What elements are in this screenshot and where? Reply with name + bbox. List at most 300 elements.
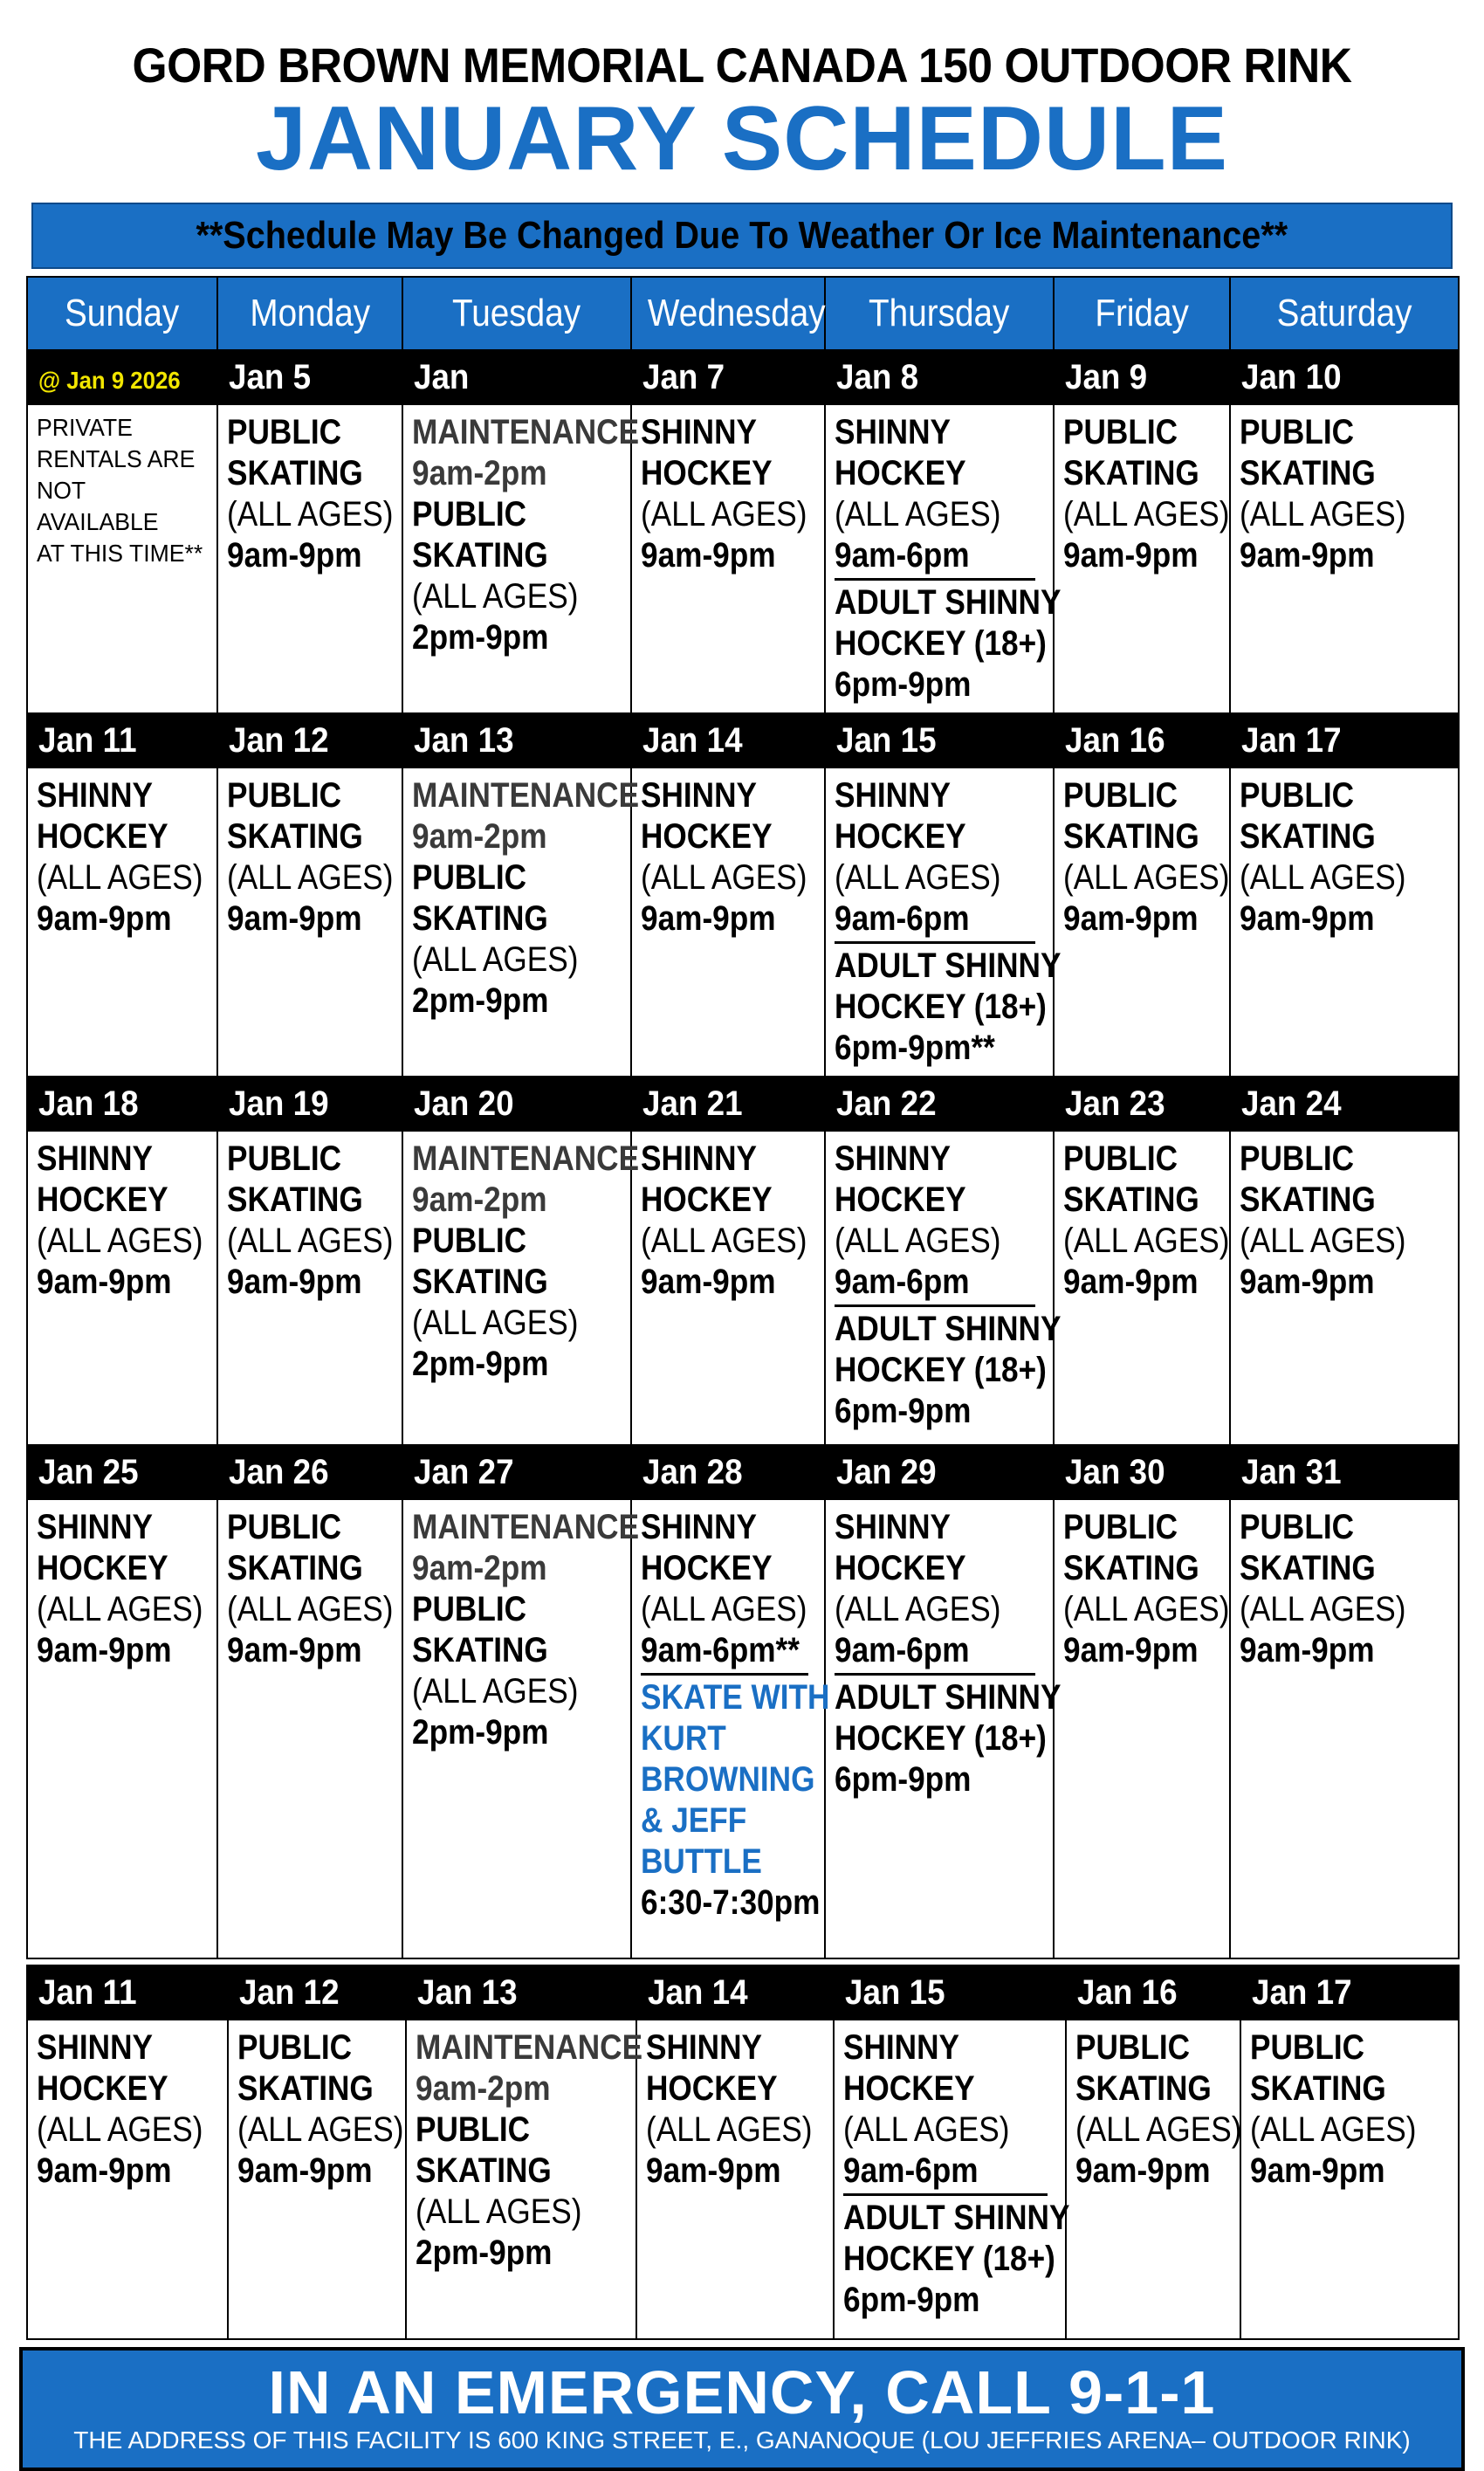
emergency-call-text: IN AN EMERGENCY, CALL 9-1-1 xyxy=(268,2358,1216,2426)
activity-line: (ALL AGES) xyxy=(237,2110,404,2149)
activity-line: (ALL AGES) xyxy=(1063,495,1230,533)
activity-line: (ALL AGES) xyxy=(227,858,394,897)
activity-line: HOCKEY xyxy=(641,1549,773,1587)
activity-line: (ALL AGES) xyxy=(1240,858,1406,897)
date-label: Jan 11 xyxy=(38,1972,137,2012)
facility-title: GORD BROWN MEMORIAL CANADA 150 OUTDOOR RINK xyxy=(132,38,1352,93)
activity-line: PUBLIC xyxy=(1075,2028,1191,2067)
activity-line: SKATING xyxy=(237,2069,374,2108)
activity-line: 2pm-9pm xyxy=(416,2234,553,2272)
activity-row xyxy=(27,404,1459,713)
activity-line: HOCKEY xyxy=(843,2069,975,2108)
activity-line: (ALL AGES) xyxy=(37,1222,203,1260)
activity-line: SKATING xyxy=(1240,454,1376,492)
activity-line: PUBLIC xyxy=(227,776,342,815)
activity-line: 9am-9pm xyxy=(1063,899,1199,938)
activity-line: 9am-9pm xyxy=(1240,1631,1375,1669)
activity-line: (ALL AGES) xyxy=(641,495,807,533)
day-activity-cell xyxy=(1054,767,1230,1077)
activity-line: RENTALS ARE xyxy=(37,445,196,472)
activity-line: KURT xyxy=(641,1719,726,1758)
day-activity-cell xyxy=(27,767,217,1077)
activity-line: HOCKEY xyxy=(641,817,773,856)
activity-line: MAINTENANCE xyxy=(412,776,640,815)
date-cell xyxy=(825,350,1054,404)
activity-line: (ALL AGES) xyxy=(641,1590,807,1628)
activity-line: 9am-2pm xyxy=(412,817,547,856)
date-label: Jan 15 xyxy=(836,720,937,760)
session-divider xyxy=(641,1673,808,1676)
activity-line: PUBLIC xyxy=(412,1222,527,1260)
day-name: Tuesday xyxy=(452,292,581,334)
day-activity-cell xyxy=(27,1499,217,1958)
activity-line: HOCKEY (18+) xyxy=(835,1719,1047,1758)
day-activity-cell xyxy=(27,1131,217,1445)
date-cell xyxy=(1054,713,1230,767)
activity-line: SHINNY xyxy=(835,776,952,815)
day-header-cell xyxy=(1054,277,1230,350)
activity-line: 6:30-7:30pm xyxy=(641,1883,821,1922)
activity-line: 9am-2pm xyxy=(412,1549,547,1587)
day-activity-cell xyxy=(631,404,825,713)
activity-line: ADULT SHINNY xyxy=(835,1310,1061,1348)
activity-line: 2pm-9pm xyxy=(412,981,549,1020)
activity-line: 6pm-9pm xyxy=(835,1760,972,1799)
date-label: Jan 27 xyxy=(414,1452,514,1491)
activity-line: SKATING xyxy=(1240,1549,1376,1587)
activity-line: 9am-9pm xyxy=(227,899,362,938)
activity-line: 9am-6pm xyxy=(835,536,970,575)
day-activity-cell xyxy=(217,1499,402,1958)
activity-line: 2pm-9pm xyxy=(412,1345,549,1383)
date-label: Jan 16 xyxy=(1065,720,1165,760)
day-name: Saturday xyxy=(1276,292,1412,334)
activity-line: HOCKEY xyxy=(37,817,168,856)
day-activity-cell xyxy=(834,2020,1070,2339)
date-label: Jan 26 xyxy=(229,1452,329,1491)
date-label: Jan 24 xyxy=(1241,1084,1342,1123)
day-name: Friday xyxy=(1095,292,1189,334)
activity-line: MAINTENANCE xyxy=(412,1139,640,1178)
activity-line: SKATING xyxy=(1240,1180,1376,1219)
day-activity-cell xyxy=(217,1131,402,1445)
activity-line: SKATING xyxy=(1063,817,1199,856)
activity-line: (ALL AGES) xyxy=(1250,2110,1417,2149)
activity-line: 9am-2pm xyxy=(412,454,547,492)
activity-line: SKATING xyxy=(1240,817,1376,856)
date-label: Jan 18 xyxy=(38,1084,139,1123)
activity-line: 9am-2pm xyxy=(416,2069,551,2108)
activity-line: 6pm-9pm xyxy=(835,1392,972,1430)
day-header-cell xyxy=(825,277,1054,350)
activity-line: PUBLIC xyxy=(416,2110,531,2149)
date-label: Jan 9 xyxy=(1065,357,1148,396)
date-label: Jan 13 xyxy=(414,720,514,760)
activity-line: SKATING xyxy=(227,817,363,856)
date-cell xyxy=(631,1077,825,1131)
activity-line: PUBLIC xyxy=(412,858,527,897)
activity-line: (ALL AGES) xyxy=(1075,2110,1242,2149)
activity-line: (ALL AGES) xyxy=(1240,495,1406,533)
date-label: Jan 17 xyxy=(1241,720,1342,760)
activity-line: ADULT SHINNY xyxy=(835,946,1061,985)
activity-line: 6pm-9pm xyxy=(843,2281,980,2319)
activity-line: SHINNY xyxy=(641,413,758,451)
activity-line: 9am-6pm xyxy=(835,1263,970,1301)
date-cell xyxy=(1230,350,1459,404)
schedule-title: JANUARY SCHEDULE xyxy=(256,88,1228,189)
activity-line: 9am-9pm xyxy=(1063,536,1199,575)
activity-line: PUBLIC xyxy=(1240,1139,1355,1178)
date-cell xyxy=(402,1077,631,1131)
activity-line: MAINTENANCE xyxy=(416,2028,643,2067)
date-label: Jan 28 xyxy=(642,1452,743,1491)
activity-line: (ALL AGES) xyxy=(641,1222,807,1260)
activity-line: 9am-9pm xyxy=(37,899,172,938)
day-header-cell xyxy=(402,277,631,350)
activity-line: HOCKEY xyxy=(835,1180,966,1219)
day-activity-cell xyxy=(217,404,402,713)
activity-line: HOCKEY xyxy=(835,1549,966,1587)
date-label: Jan 10 xyxy=(1241,357,1342,396)
weather-notice-text: **Schedule May Be Changed Due To Weather Or Ice Maintenance** xyxy=(196,214,1288,257)
day-name: Monday xyxy=(250,292,370,334)
activity-line: SHINNY xyxy=(843,2028,960,2067)
activity-line: SKATING xyxy=(227,454,363,492)
date-label: Jan 12 xyxy=(229,720,329,760)
day-header-cell xyxy=(217,277,402,350)
activity-line: ADULT SHINNY xyxy=(835,583,1061,622)
date-label: Jan 21 xyxy=(642,1084,743,1123)
activity-line: 9am-9pm xyxy=(641,899,776,938)
date-cell xyxy=(1054,350,1230,404)
activity-line: SKATING xyxy=(1063,1180,1199,1219)
day-activity-cell xyxy=(27,404,217,713)
activity-line: PUBLIC xyxy=(1240,1508,1355,1546)
date-label: Jan 17 xyxy=(1252,1972,1352,2012)
activity-line: 9am-9pm xyxy=(37,2151,172,2190)
activity-line: (ALL AGES) xyxy=(416,2192,582,2231)
date-label: Jan 30 xyxy=(1065,1452,1165,1491)
activity-line: PUBLIC xyxy=(412,1590,527,1628)
date-row xyxy=(27,1445,1459,1499)
day-activity-cell xyxy=(1230,767,1459,1077)
date-label: Jan 19 xyxy=(229,1084,329,1123)
date-cell xyxy=(1066,1965,1240,2020)
activity-line: PUBLIC xyxy=(237,2028,353,2067)
activity-line: 2pm-9pm xyxy=(412,1713,549,1752)
activity-line: (ALL AGES) xyxy=(37,2110,203,2149)
activity-line: (ALL AGES) xyxy=(412,1672,579,1710)
day-activity-cell xyxy=(636,2020,834,2339)
activity-line: PUBLIC xyxy=(227,1139,342,1178)
day-activity-cell xyxy=(402,404,640,713)
activity-line: SHINNY xyxy=(835,1508,952,1546)
as-of-date-tag: @ Jan 9 2026 xyxy=(38,366,181,394)
activity-line: SHINNY xyxy=(646,2028,763,2067)
activity-line: SHINNY xyxy=(835,1139,952,1178)
date-row xyxy=(27,1077,1459,1131)
activity-line: (ALL AGES) xyxy=(641,858,807,897)
schedule-calendar xyxy=(26,276,1460,1959)
day-activity-cell xyxy=(1230,1499,1459,1958)
weather-notice-banner xyxy=(31,203,1453,269)
activity-line: HOCKEY xyxy=(37,2069,168,2108)
activity-line: SHINNY xyxy=(835,413,952,451)
activity-line: HOCKEY (18+) xyxy=(835,988,1047,1026)
activity-line: MAINTENANCE xyxy=(412,413,640,451)
activity-line: HOCKEY xyxy=(835,817,966,856)
activity-line: PUBLIC xyxy=(412,495,527,533)
activity-row xyxy=(27,767,1459,1077)
activity-line: (ALL AGES) xyxy=(227,1590,394,1628)
activity-line: (ALL AGES) xyxy=(835,495,1001,533)
activity-line: SHINNY xyxy=(37,776,154,815)
activity-line: 6pm-9pm** xyxy=(835,1029,995,1067)
day-name: Sunday xyxy=(65,292,180,334)
session-divider xyxy=(835,1304,1035,1307)
activity-line: NOT xyxy=(37,477,86,504)
date-cell xyxy=(631,713,825,767)
activity-line: PUBLIC xyxy=(227,1508,342,1546)
activity-line: PUBLIC xyxy=(1063,776,1178,815)
day-header-cell xyxy=(1230,277,1459,350)
day-activity-cell xyxy=(1066,2020,1240,2339)
activity-line: HOCKEY xyxy=(641,1180,773,1219)
activity-line: HOCKEY (18+) xyxy=(843,2240,1055,2278)
day-header-cell xyxy=(631,277,825,350)
activity-line: (ALL AGES) xyxy=(1063,858,1230,897)
date-row xyxy=(27,1965,1459,2020)
activity-line: PUBLIC xyxy=(1240,776,1355,815)
date-label: Jan 23 xyxy=(1065,1084,1165,1123)
activity-line: BROWNING xyxy=(641,1760,815,1799)
activity-line: 9am-9pm xyxy=(227,1263,362,1301)
activity-line: (ALL AGES) xyxy=(835,1590,1001,1628)
date-label: Jan 14 xyxy=(648,1972,748,2012)
activity-line: AT THIS TIME** xyxy=(37,540,203,567)
activity-line: PUBLIC xyxy=(1250,2028,1365,2067)
activity-line: BUTTLE xyxy=(641,1842,762,1881)
day-activity-cell xyxy=(825,404,1061,713)
session-divider xyxy=(835,941,1035,944)
activity-line: 9am-9pm xyxy=(37,1263,172,1301)
date-cell xyxy=(825,1445,1054,1499)
activity-line: 9am-9pm xyxy=(646,2151,781,2190)
activity-line: AVAILABLE xyxy=(37,508,159,535)
activity-line: 9am-6pm xyxy=(835,1631,970,1669)
date-cell xyxy=(825,713,1054,767)
date-cell xyxy=(636,1965,834,2020)
activity-line: HOCKEY xyxy=(641,454,773,492)
day-activity-cell xyxy=(631,767,825,1077)
activity-line: (ALL AGES) xyxy=(412,1304,579,1342)
activity-line: HOCKEY (18+) xyxy=(835,1351,1047,1389)
date-label: Jan 11 xyxy=(38,720,137,760)
date-cell xyxy=(1230,713,1459,767)
date-cell xyxy=(27,713,217,767)
date-cell xyxy=(402,1445,631,1499)
date-cell xyxy=(1054,1445,1230,1499)
activity-line: PUBLIC xyxy=(1063,1139,1178,1178)
session-divider xyxy=(835,1673,1035,1676)
date-label: Jan 8 xyxy=(836,357,919,396)
day-activity-cell xyxy=(228,2020,406,2339)
activity-line: 9am-9pm xyxy=(1063,1263,1199,1301)
schedule-calendar-extra-week xyxy=(26,1965,1460,2340)
date-label: Jan 5 xyxy=(229,357,312,396)
day-activity-cell xyxy=(631,1499,830,1958)
date-label: Jan 12 xyxy=(239,1972,340,2012)
activity-line: 6pm-9pm xyxy=(835,665,972,704)
date-label: Jan 14 xyxy=(642,720,743,760)
activity-line: 9am-9pm xyxy=(1063,1631,1199,1669)
activity-line: (ALL AGES) xyxy=(1063,1590,1230,1628)
activity-line: SKATING xyxy=(1075,2069,1212,2108)
date-cell xyxy=(406,1965,636,2020)
activity-line: 9am-9pm xyxy=(1250,2151,1385,2190)
activity-line: 9am-6pm** xyxy=(641,1631,800,1669)
activity-line: (ALL AGES) xyxy=(1240,1590,1406,1628)
date-cell xyxy=(631,350,825,404)
activity-line: PUBLIC xyxy=(1063,413,1178,451)
activity-line: (ALL AGES) xyxy=(646,2110,813,2149)
day-activity-cell xyxy=(406,2020,643,2339)
date-label: Jan 22 xyxy=(836,1084,937,1123)
activity-line: SKATING xyxy=(412,536,548,575)
activity-line: (ALL AGES) xyxy=(835,1222,1001,1260)
activity-line: PUBLIC xyxy=(1063,1508,1178,1546)
activity-line: ADULT SHINNY xyxy=(843,2199,1070,2237)
activity-line: (ALL AGES) xyxy=(412,577,579,616)
day-activity-cell xyxy=(631,1131,825,1445)
date-cell xyxy=(1230,1445,1459,1499)
activity-line: MAINTENANCE xyxy=(412,1508,640,1546)
activity-line: (ALL AGES) xyxy=(227,495,394,533)
session-divider xyxy=(835,578,1035,581)
activity-line: SHINNY xyxy=(641,776,758,815)
day-name: Thursday xyxy=(869,292,1010,334)
activity-line: HOCKEY xyxy=(646,2069,778,2108)
date-label: Jan 15 xyxy=(845,1972,945,2012)
date-cell xyxy=(402,713,631,767)
date-cell xyxy=(1230,1077,1459,1131)
date-cell xyxy=(1240,1965,1459,2020)
activity-line: SHINNY xyxy=(37,1139,154,1178)
date-label: Jan 20 xyxy=(414,1084,514,1123)
activity-line: (ALL AGES) xyxy=(1240,1222,1406,1260)
session-divider xyxy=(843,2193,1048,2196)
activity-line: PRIVATE xyxy=(37,414,133,441)
activity-row xyxy=(27,2020,1459,2339)
date-cell xyxy=(217,1445,402,1499)
date-cell xyxy=(631,1445,825,1499)
activity-line: SKATING xyxy=(416,2151,552,2190)
emergency-footer xyxy=(19,2347,1465,2471)
date-cell xyxy=(217,1077,402,1131)
activity-line: (ALL AGES) xyxy=(37,858,203,897)
activity-line: 9am-9pm xyxy=(1240,1263,1375,1301)
date-cell xyxy=(1054,1077,1230,1131)
day-activity-cell xyxy=(1230,1131,1459,1445)
date-label: Jan 31 xyxy=(1241,1452,1342,1491)
day-activity-cell xyxy=(402,1499,640,1958)
activity-line: SKATING xyxy=(1250,2069,1386,2108)
day-activity-cell xyxy=(217,767,402,1077)
day-activity-cell xyxy=(1240,2020,1459,2339)
date-label: Jan xyxy=(414,357,470,396)
activity-line: 9am-9pm xyxy=(641,1263,776,1301)
day-name: Wednesday xyxy=(647,292,826,334)
day-activity-cell xyxy=(825,767,1061,1077)
facility-address: THE ADDRESS OF THIS FACILITY IS 600 KING STREET, E., GANANOQUE (LOU JEFFRIES ARENA– OUTDOOR RINK) xyxy=(73,2426,1411,2454)
activity-line: & JEFF xyxy=(641,1801,747,1840)
activity-line: HOCKEY xyxy=(37,1180,168,1219)
activity-line: PUBLIC xyxy=(227,413,342,451)
activity-line: SKATING xyxy=(412,1631,548,1669)
activity-line: 9am-9pm xyxy=(641,536,776,575)
day-header-row xyxy=(27,277,1459,350)
date-label: Jan 29 xyxy=(836,1452,937,1491)
activity-line: SKATING xyxy=(1063,1549,1199,1587)
day-activity-cell xyxy=(825,1499,1061,1958)
date-cell xyxy=(228,1965,406,2020)
date-cell xyxy=(27,1445,217,1499)
activity-line: (ALL AGES) xyxy=(843,2110,1010,2149)
activity-line: 9am-9pm xyxy=(1240,536,1375,575)
activity-line: (ALL AGES) xyxy=(835,858,1001,897)
activity-line: HOCKEY xyxy=(835,454,966,492)
date-label: Jan 25 xyxy=(38,1452,139,1491)
activity-row xyxy=(27,1499,1459,1958)
day-activity-cell xyxy=(27,2020,228,2339)
activity-line: SKATE WITH xyxy=(641,1678,830,1717)
activity-line: 9am-6pm xyxy=(835,899,970,938)
date-cell xyxy=(834,1965,1066,2020)
activity-line: 9am-9pm xyxy=(237,2151,373,2190)
date-cell xyxy=(27,1965,228,2020)
day-header-cell xyxy=(27,277,217,350)
activity-line: 9am-9pm xyxy=(1240,899,1375,938)
activity-line: ADULT SHINNY xyxy=(835,1678,1061,1717)
activity-line: 9am-9pm xyxy=(37,1631,172,1669)
day-activity-cell xyxy=(1054,1131,1230,1445)
activity-line: 9am-9pm xyxy=(227,536,362,575)
date-label: Jan 7 xyxy=(642,357,725,396)
activity-line: (ALL AGES) xyxy=(37,1590,203,1628)
activity-line: PUBLIC xyxy=(1240,413,1355,451)
activity-line: SHINNY xyxy=(37,2028,154,2067)
day-activity-cell xyxy=(825,1131,1061,1445)
activity-row xyxy=(27,1131,1459,1445)
activity-line: SKATING xyxy=(412,899,548,938)
day-activity-cell xyxy=(402,767,640,1077)
day-activity-cell xyxy=(1054,404,1230,713)
date-label: Jan 13 xyxy=(417,1972,518,2012)
date-cell xyxy=(825,1077,1054,1131)
date-cell xyxy=(402,350,631,404)
activity-line: SKATING xyxy=(1063,454,1199,492)
activity-line: SHINNY xyxy=(641,1508,758,1546)
activity-line: 2pm-9pm xyxy=(412,618,549,657)
activity-line: (ALL AGES) xyxy=(227,1222,394,1260)
activity-line: HOCKEY xyxy=(37,1549,168,1587)
date-cell xyxy=(27,350,217,404)
day-activity-cell xyxy=(402,1131,640,1445)
activity-line: HOCKEY (18+) xyxy=(835,624,1047,663)
activity-line: (ALL AGES) xyxy=(1063,1222,1230,1260)
activity-line: 9am-9pm xyxy=(227,1631,362,1669)
